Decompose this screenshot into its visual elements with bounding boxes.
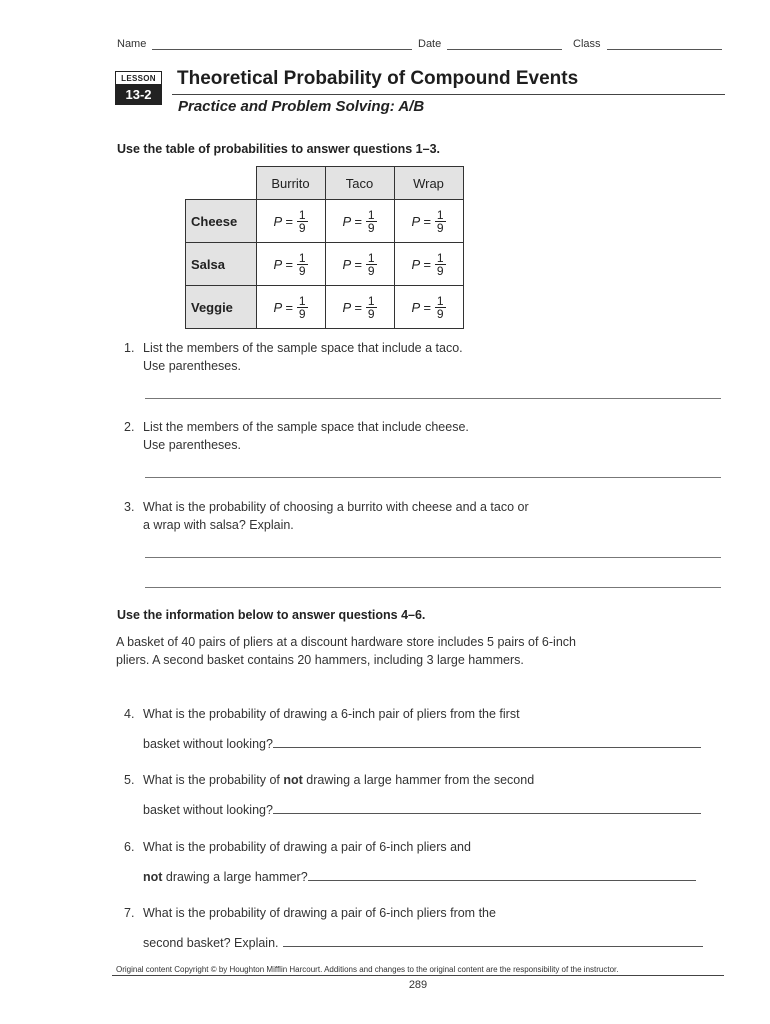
probability-label: P = (273, 299, 293, 315)
question-number: 5. (124, 773, 135, 787)
question-number: 6. (124, 840, 135, 854)
question-text-cont: Use parentheses. (143, 359, 241, 373)
denominator: 9 (298, 306, 306, 321)
column-header-taco: Taco (325, 167, 394, 200)
fraction (435, 295, 446, 320)
question-6 (124, 838, 696, 886)
title-divider (172, 94, 725, 95)
answer-line-2[interactable] (145, 477, 721, 478)
numerator: 1 (298, 293, 306, 308)
probability-label: P = (411, 213, 431, 229)
answer-line-1[interactable] (145, 398, 721, 399)
question-text-cont: drawing a large hammer? (162, 870, 308, 884)
class-label: Class (573, 38, 601, 50)
question-1 (124, 339, 463, 375)
question-5 (124, 771, 701, 819)
column-header-wrap: Wrap (394, 167, 463, 200)
table-cell (394, 243, 463, 286)
probability-table (185, 166, 464, 329)
question-number: 1. (124, 341, 135, 355)
fraction (366, 252, 377, 277)
table-corner (186, 167, 257, 200)
question-number: 2. (124, 420, 135, 434)
question-4 (124, 705, 701, 753)
row-header-cheese: Cheese (186, 200, 257, 243)
page-title: Theoretical Probability of Compound Events (177, 68, 579, 89)
table-row (186, 200, 464, 243)
table-row (186, 243, 464, 286)
question-7 (124, 904, 703, 952)
denominator: 9 (298, 220, 306, 235)
table-cell (256, 286, 325, 329)
denominator: 9 (367, 263, 375, 278)
lesson-number: 13-2 (115, 85, 162, 105)
denominator: 9 (436, 263, 444, 278)
probability-label: P = (411, 299, 431, 315)
question-number: 4. (124, 707, 135, 721)
fraction (297, 209, 308, 234)
lesson-label: LESSON (115, 71, 162, 85)
table-cell (325, 200, 394, 243)
question-text: drawing a large hammer from the second (302, 773, 535, 787)
copyright-footer: Original content Copyright © by Houghton Mifflin Harcourt. Additions and changes to the original content are the responsibility of the instructor. (116, 965, 619, 974)
page-number: 289 (408, 979, 428, 991)
numerator: 1 (436, 207, 444, 222)
page-subtitle: Practice and Problem Solving: A/B (178, 98, 425, 115)
question-2 (124, 418, 469, 454)
probability-label: P = (342, 299, 362, 315)
row-header-veggie: Veggie (186, 286, 257, 329)
answer-blank-6[interactable] (308, 868, 696, 881)
instruction-table: Use the table of probabilities to answer questions 1–3. (117, 142, 440, 156)
denominator: 9 (436, 306, 444, 321)
table-cell (256, 200, 325, 243)
probability-label: P = (273, 256, 293, 272)
denominator: 9 (436, 220, 444, 235)
numerator: 1 (367, 293, 375, 308)
probability-label: P = (273, 213, 293, 229)
probability-label: P = (342, 213, 362, 229)
probability-label: P = (411, 256, 431, 272)
name-blank[interactable] (152, 40, 412, 50)
instruction-info: Use the information below to answer questions 4–6. (117, 608, 426, 622)
denominator: 9 (298, 263, 306, 278)
name-label: Name (117, 38, 147, 50)
numerator: 1 (298, 250, 306, 265)
footer-divider (112, 975, 724, 976)
probability-label: P = (342, 256, 362, 272)
date-label: Date (418, 38, 442, 50)
answer-line-3a[interactable] (145, 557, 721, 558)
answer-blank-5[interactable] (273, 801, 701, 814)
question-text: What is the probability of drawing a 6-inch pair of pliers from the first (143, 707, 520, 721)
table-cell (394, 286, 463, 329)
answer-blank-7[interactable] (283, 934, 703, 947)
question-text-cont: a wrap with salsa? Explain. (143, 518, 294, 532)
table-row (186, 286, 464, 329)
fraction (435, 209, 446, 234)
name-field-row (117, 38, 412, 50)
numerator: 1 (367, 250, 375, 265)
table-cell (256, 243, 325, 286)
question-number: 3. (124, 500, 135, 514)
fraction (366, 209, 377, 234)
question-text-cont: Use parentheses. (143, 438, 241, 452)
problem-paragraph: A basket of 40 pairs of pliers at a discount hardware store includes 5 pairs of 6-inch pliers. A second basket contains 20 hammers, including 3 large hammers. (116, 635, 576, 667)
numerator: 1 (436, 293, 444, 308)
column-header-burrito: Burrito (256, 167, 325, 200)
fraction (435, 252, 446, 277)
question-text: What is the probability of (143, 773, 284, 787)
question-text-cont: second basket? Explain. (143, 936, 279, 950)
table-cell (325, 286, 394, 329)
answer-blank-4[interactable] (273, 735, 701, 748)
table-cell (325, 243, 394, 286)
numerator: 1 (298, 207, 306, 222)
answer-line-3b[interactable] (145, 587, 721, 588)
question-text: What is the probability of drawing a pair of 6-inch pliers and (143, 840, 471, 854)
numerator: 1 (436, 250, 444, 265)
class-field-row (573, 38, 722, 50)
lesson-badge (115, 71, 162, 105)
denominator: 9 (367, 306, 375, 321)
date-blank[interactable] (447, 40, 562, 50)
question-text-bold: not (143, 870, 163, 884)
question-text-cont: basket without looking? (143, 737, 273, 751)
numerator: 1 (367, 207, 375, 222)
date-field-row (418, 38, 562, 50)
row-header-salsa: Salsa (186, 243, 257, 286)
denominator: 9 (367, 220, 375, 235)
fraction (297, 252, 308, 277)
fraction (366, 295, 377, 320)
question-text: List the members of the sample space that include cheese. (143, 420, 469, 434)
question-text: List the members of the sample space that include a taco. (143, 341, 463, 355)
class-blank[interactable] (607, 40, 722, 50)
table-cell (394, 200, 463, 243)
question-text: What is the probability of choosing a burrito with cheese and a taco or (143, 500, 529, 514)
question-text: What is the probability of drawing a pair of 6-inch pliers from the (143, 906, 496, 920)
fraction (297, 295, 308, 320)
question-3 (124, 498, 529, 534)
question-text-cont: basket without looking? (143, 803, 273, 817)
question-text-bold: not (283, 773, 303, 787)
question-number: 7. (124, 906, 135, 920)
